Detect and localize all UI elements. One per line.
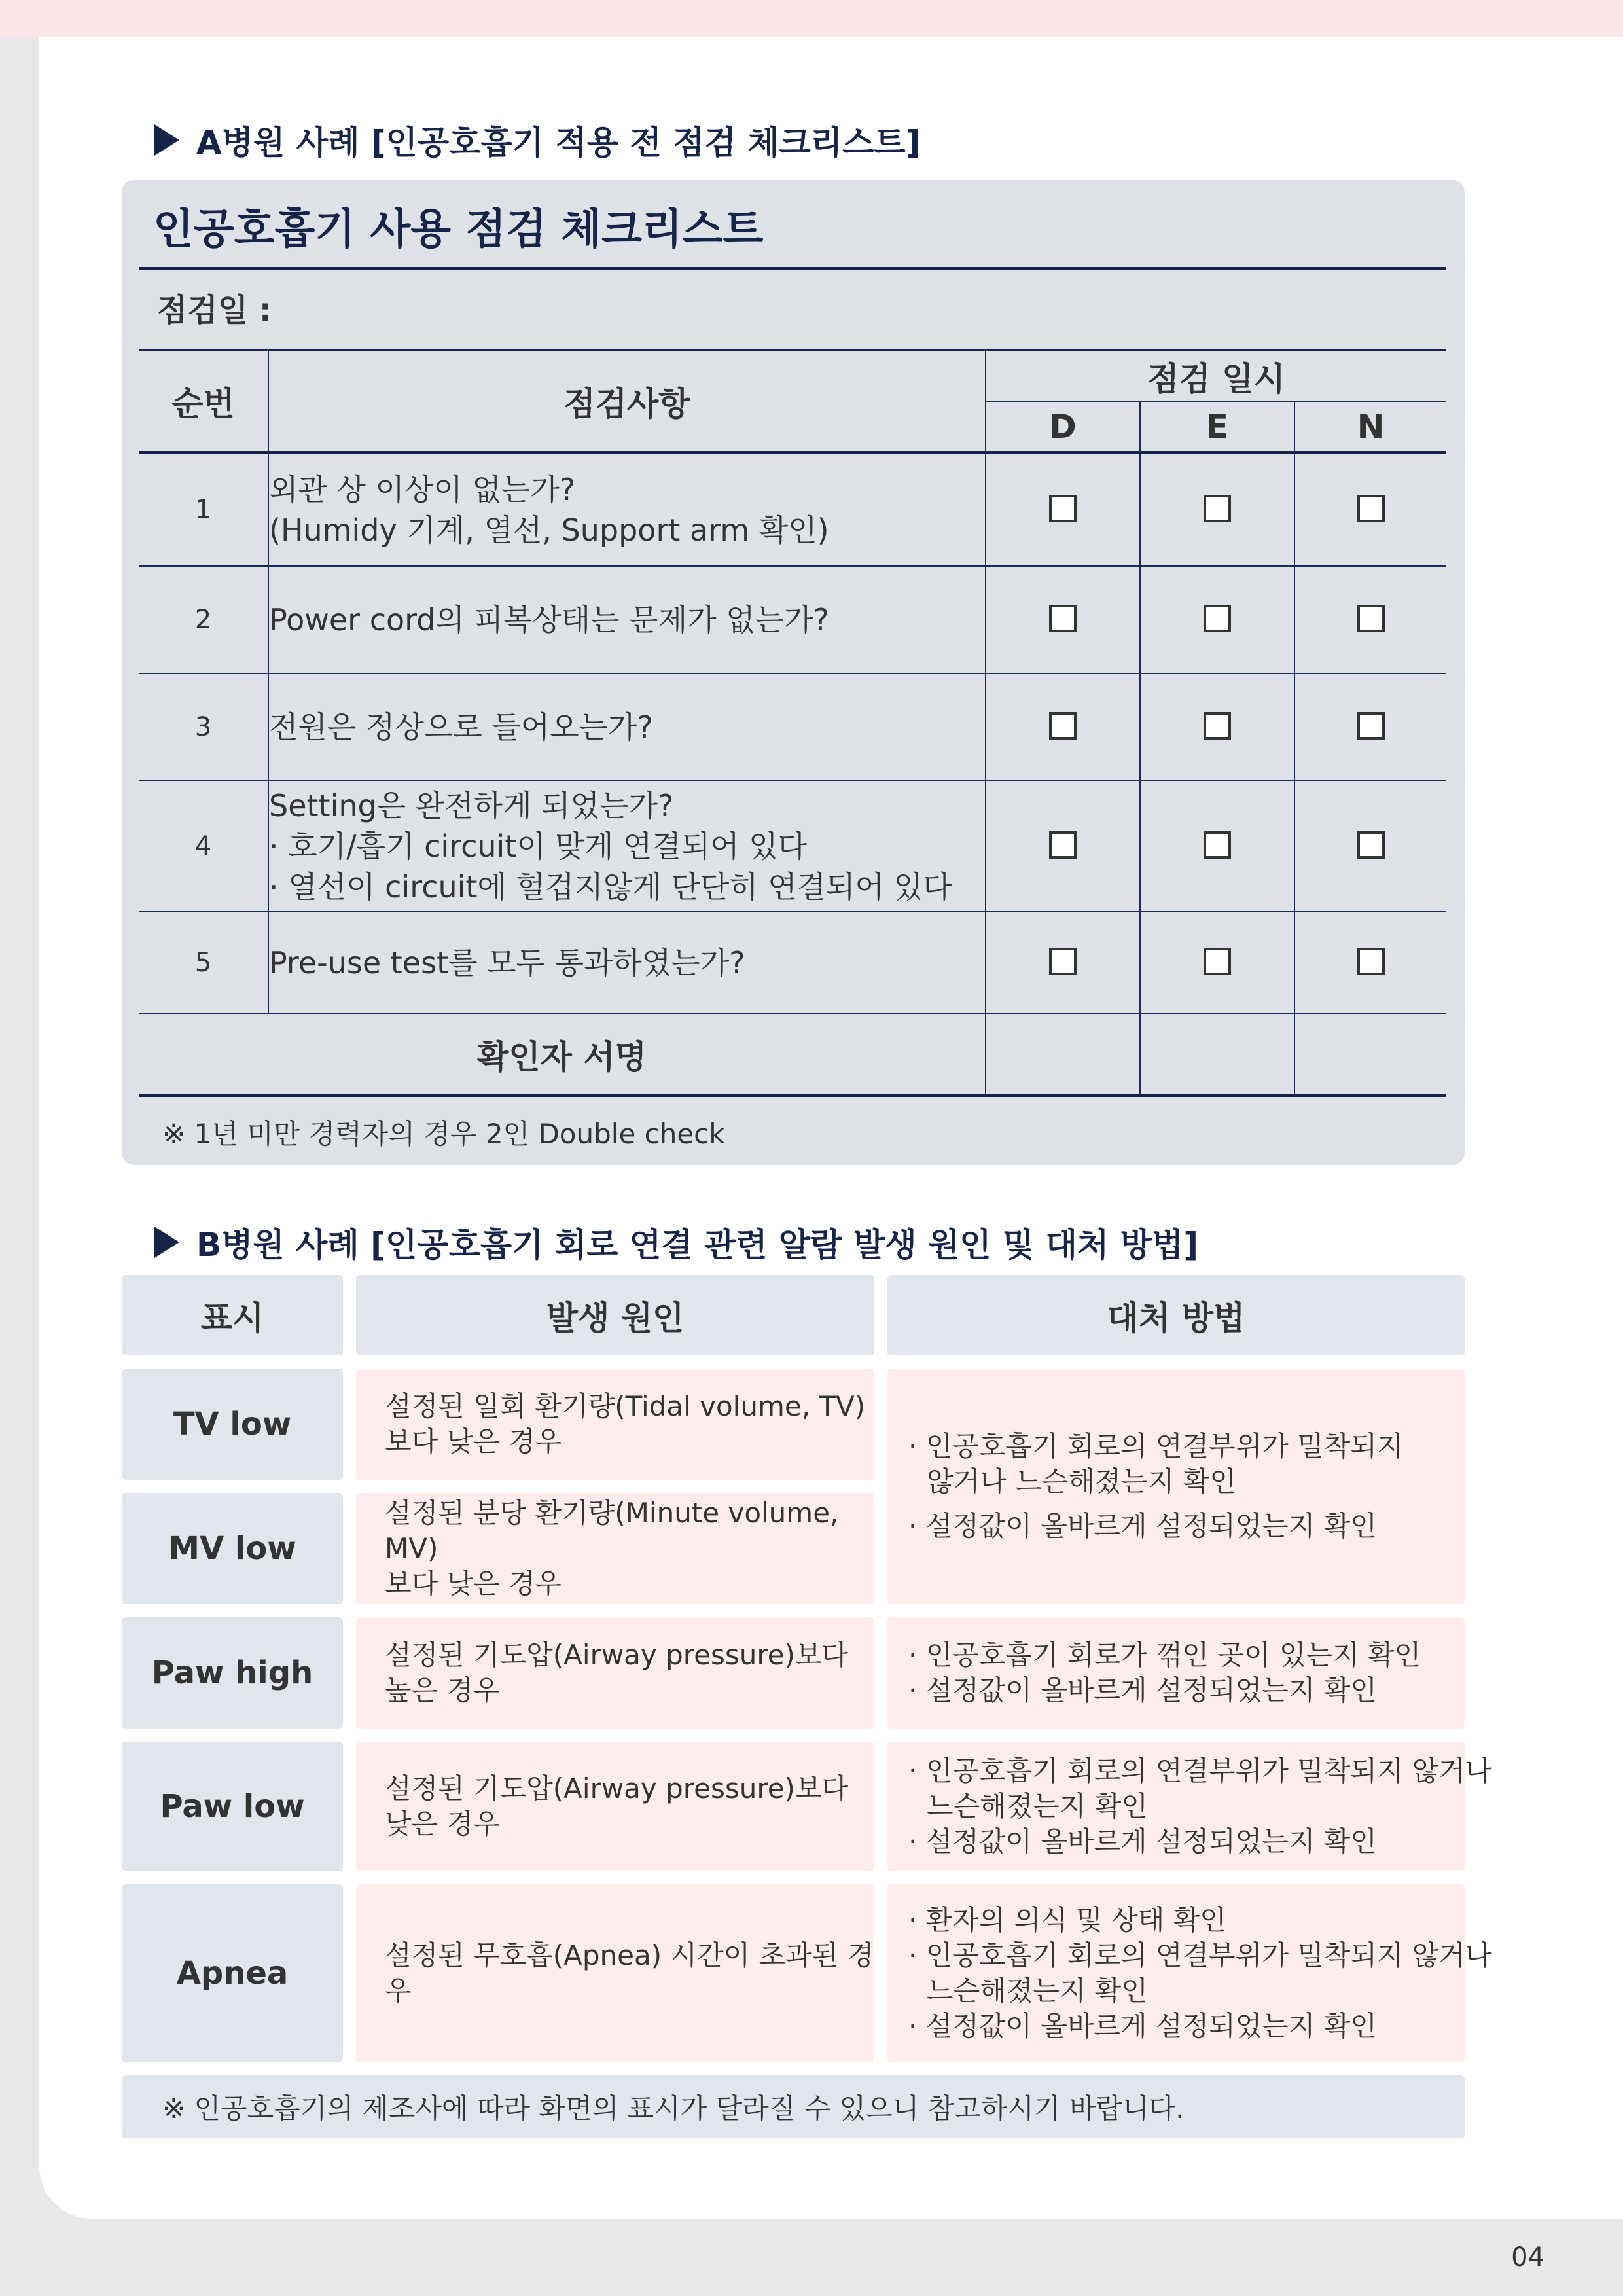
divider [139,267,1446,270]
row-item [268,452,986,566]
section-a-heading [154,117,921,164]
alarm-cause [356,1617,874,1729]
alarm-code: MV low [122,1493,343,1604]
action-line: · 설정값이 올바르게 설정되었는지 확인 [908,1674,1377,1706]
item-line: 전원은 정상으로 들어오는가? [269,709,653,745]
row-item [268,912,986,1014]
row-number: 4 [139,781,268,912]
table-row [139,452,1446,566]
alarm-note: ※ 인공호흡기의 제조사에 따라 화면의 표시가 달라질 수 있으니 참고하시기 바랍니다. [122,2075,1465,2138]
checkbox-n[interactable] [1357,605,1385,632]
alarm-cause [356,1742,874,1871]
checkbox-e[interactable] [1204,495,1231,522]
row-number: 2 [139,566,268,673]
action-line: · 설정값이 올바르게 설정되었는지 확인 [908,1510,1377,1542]
item-line: Setting은 완전하게 되었는가? [269,788,674,823]
checkbox-n[interactable] [1357,948,1385,975]
header-cause: 발생 원인 [356,1275,874,1355]
header-shift-n: N [1294,401,1446,452]
checkbox-e[interactable] [1204,831,1231,859]
header-number: 순번 [139,350,268,452]
top-band [0,0,1623,37]
signature-cell-n[interactable] [1294,1014,1446,1096]
triangle-bullet-icon [154,124,179,156]
header-shift-d: D [986,401,1140,452]
item-line: · 열선이 circuit에 헐겁지않게 단단히 연결되어 있다 [269,869,952,905]
signature-label: 확인자 서명 [139,1014,986,1096]
action-line: · 인공호흡기 회로의 연결부위가 밀착되지 않거나 [908,1939,1492,1971]
alarm-cause [356,1493,874,1604]
table-row [139,673,1446,781]
checkbox-d[interactable] [1049,495,1077,522]
header-code: 표시 [122,1275,343,1355]
checkbox-e[interactable] [1204,712,1231,740]
table-row [122,1742,874,1871]
alarm-code-cause-column [122,1369,874,2062]
checkbox-d[interactable] [1049,831,1077,859]
action-line: · 설정값이 올바르게 설정되었는지 확인 [908,1825,1377,1857]
checkbox-n[interactable] [1357,712,1385,740]
page-number: 04 [1511,2242,1544,2272]
checklist-note: ※ 1년 미만 경력자의 경우 2인 Double check [162,1118,725,1150]
alarm-cause [356,1369,874,1480]
table-row [122,1369,874,1480]
checkbox-e[interactable] [1204,605,1231,632]
alarm-action [887,1617,1465,1729]
alarm-table-header [122,1275,1465,1355]
checkbox-n[interactable] [1357,495,1385,522]
item-line: (Humidy 기계, 열선, Support arm 확인) [269,512,829,548]
item-line: Power cord의 피복상태는 문제가 없는가? [269,602,829,637]
action-line: 않거나 느슨해졌는지 확인 [927,1465,1236,1498]
row-item [268,566,986,673]
cause-line: 설정된 분당 환기량(Minute volume, MV) [385,1497,839,1564]
action-line: · 인공호흡기 회로의 연결부위가 밀착되지 [908,1430,1404,1462]
alarm-code: TV low [122,1369,343,1480]
alarm-cause [356,1884,874,2062]
action-line: · 설정값이 올바르게 설정되었는지 확인 [908,2010,1377,2042]
checkbox-d[interactable] [1049,948,1077,975]
checkbox-n[interactable] [1357,831,1385,859]
checkbox-d[interactable] [1049,605,1077,632]
action-line: · 인공호흡기 회로의 연결부위가 밀착되지 않거나 [908,1755,1492,1787]
table-row [139,781,1446,912]
alarm-code: Paw low [122,1742,343,1871]
checklist-title: 인공호흡기 사용 점검 체크리스트 [153,206,764,254]
alarm-code: Apnea [122,1884,343,2062]
action-line: · 환자의 의식 및 상태 확인 [908,1904,1226,1936]
signature-cell-e[interactable] [1140,1014,1294,1096]
checkbox-e[interactable] [1204,948,1231,975]
cause-line: 설정된 무호흡(Apnea) 시간이 초과된 경우 [385,1939,874,2007]
cause-line: 보다 낮은 경우 [385,1568,562,1600]
cause-line: 설정된 기도압(Airway pressure)보다 [385,1639,849,1671]
row-item [268,781,986,912]
header-item: 점검사항 [268,350,986,452]
cause-line: 보다 낮은 경우 [385,1426,562,1458]
header-action: 대처 방법 [887,1275,1465,1355]
cause-line: 설정된 일회 환기량(Tidal volume, TV) [385,1390,866,1422]
table-row [122,1617,874,1729]
cause-line: 낮은 경우 [385,1808,500,1840]
alarm-code: Paw high [122,1617,343,1729]
row-item [268,673,986,781]
alarm-action [887,1884,1492,2062]
triangle-bullet-icon [154,1227,179,1258]
table-row [122,1493,874,1604]
alarm-table [122,1275,1492,2138]
action-line: 느슨해졌는지 확인 [927,1975,1148,2007]
section-b-heading [154,1219,1198,1266]
item-line: Pre-use test를 모두 통과하였는가? [269,945,745,980]
signature-row [139,1014,1446,1096]
alarm-table-body [122,1369,1492,2062]
alarm-action-column [887,1369,1492,2062]
action-line: · 인공호흡기 회로가 꺾인 곳이 있는지 확인 [908,1639,1421,1671]
section-b-title: B병원 사례 [인공호흡기 회로 연결 관련 알람 발생 원인 및 대처 방법] [196,1226,1199,1264]
row-number: 5 [139,912,268,1014]
header-shift-e: E [1140,401,1294,452]
item-line: · 호기/흡기 circuit이 맞게 연결되어 있다 [269,829,808,864]
item-line: 외관 상 이상이 없는가? [269,471,576,507]
row-number: 1 [139,452,268,566]
cause-line: 설정된 기도압(Airway pressure)보다 [385,1772,849,1804]
checkbox-d[interactable] [1049,712,1077,740]
checklist-table [139,349,1446,1097]
section-a-title: A병원 사례 [인공호흡기 적용 전 점검 체크리스트] [196,124,921,162]
action-line: 느슨해졌는지 확인 [927,1790,1148,1822]
signature-cell-d[interactable] [986,1014,1140,1096]
row-number: 3 [139,673,268,781]
cause-line: 높은 경우 [385,1674,500,1706]
table-row [139,912,1446,1014]
inspection-date-label: 점검일 : [157,292,272,329]
table-row [122,1884,874,2062]
header-time-group: 점검 일시 [986,350,1446,401]
checklist-panel [122,180,1465,1165]
table-row [139,566,1446,673]
alarm-action [887,1369,1465,1604]
alarm-action [887,1742,1492,1871]
